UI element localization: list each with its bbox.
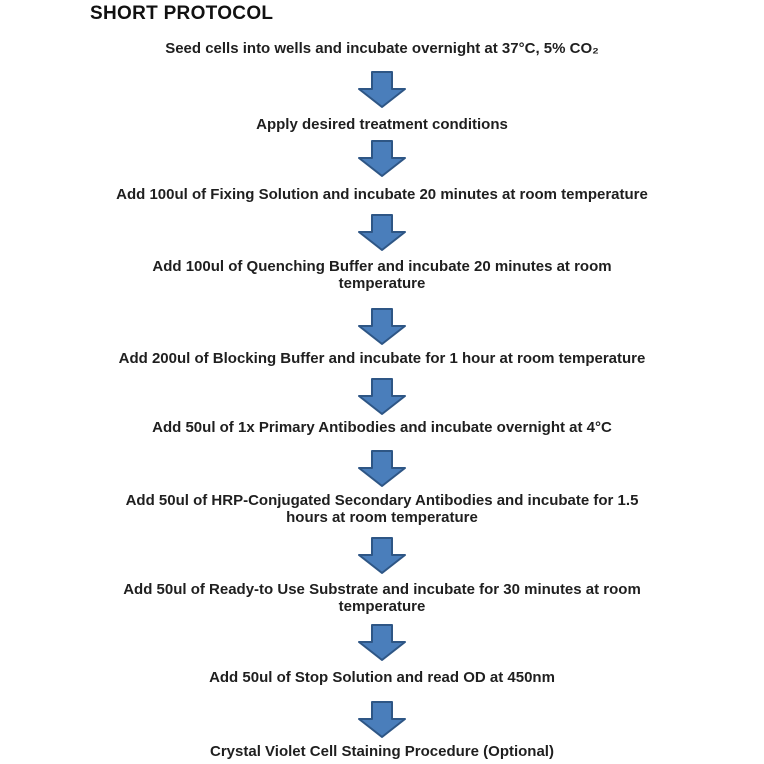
protocol-step-text: Add 50ul of Stop Solution and read OD at 450nm [209, 669, 555, 686]
protocol-step-text: Add 50ul of Ready-to Use Substrate and incubate for 30 minutes at room [123, 581, 641, 598]
protocol-step-text: Add 100ul of Fixing Solution and incubate 20 minutes at room temperature [116, 186, 648, 203]
protocol-step [116, 186, 648, 203]
protocol-step [165, 40, 599, 57]
flowchart-column [78, 25, 686, 760]
protocol-step-text: temperature [338, 598, 426, 615]
down-arrow-icon [357, 308, 407, 346]
protocol-step-text: Add 50ul of 1x Primary Antibodies and incubate overnight at 4°C [152, 419, 612, 436]
protocol-step [123, 581, 641, 615]
protocol-step-text: Add 50ul of HRP-Conjugated Secondary Antibodies and incubate for 1.5 [125, 492, 639, 509]
protocol-step [152, 258, 611, 292]
protocol-step [152, 419, 612, 436]
protocol-step [119, 350, 646, 367]
down-arrow-icon [357, 378, 407, 416]
page-title: SHORT PROTOCOL [90, 3, 274, 24]
protocol-step-text: Apply desired treatment conditions [256, 116, 508, 133]
protocol-step-text: temperature [338, 275, 426, 292]
down-arrow-icon [357, 624, 407, 662]
protocol-step-text: Crystal Violet Cell Staining Procedure (Optional) [210, 743, 554, 760]
protocol-step-text: Seed cells into wells and incubate overnight at 37°C, 5% CO₂ [165, 40, 599, 57]
protocol-step-text: Add 100ul of Quenching Buffer and incubate 20 minutes at room [152, 258, 612, 275]
protocol-step [210, 743, 554, 760]
down-arrow-icon [357, 71, 407, 109]
protocol-step [256, 116, 508, 133]
protocol-step [209, 669, 555, 686]
down-arrow-icon [357, 450, 407, 488]
protocol-step-text: Add 200ul of Blocking Buffer and incubate for 1 hour at room temperature [118, 350, 646, 367]
down-arrow-icon [357, 537, 407, 575]
protocol-step-text: hours at room temperature [286, 509, 478, 526]
protocol-step [126, 492, 639, 526]
down-arrow-icon [357, 140, 407, 178]
down-arrow-icon [357, 701, 407, 739]
down-arrow-icon [357, 214, 407, 252]
